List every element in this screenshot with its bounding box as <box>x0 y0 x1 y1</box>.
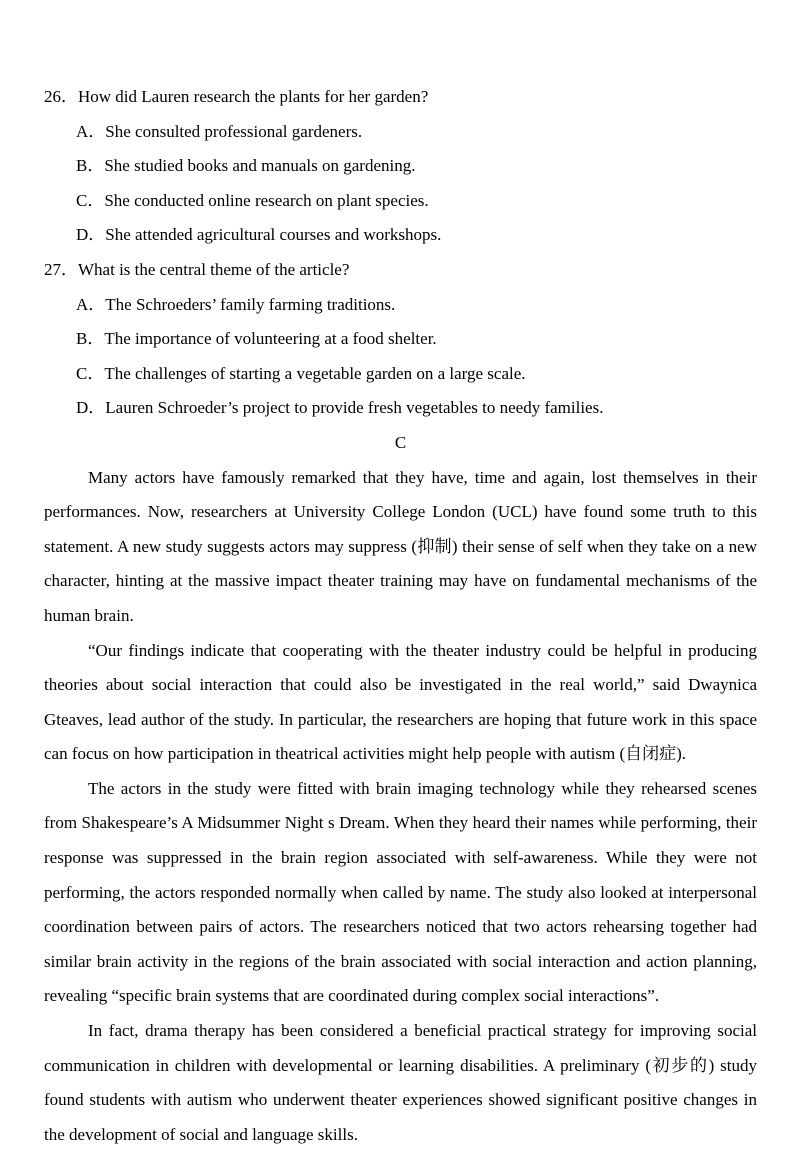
option-c-label: C． <box>76 190 105 210</box>
option-a-label: A． <box>76 121 106 141</box>
passage-paragraph-2: “Our findings indicate that cooperating with the theater industry could be helpful in producing theories about social interaction that could also be investigated in the real world,” said Dwaynica Gteaves, lead author of the study. In particular, the researchers are hoping that future work in this space can focus on how participation in theatrical activities might help people with autism (自闭症). <box>44 640 757 764</box>
option-d-label: D． <box>76 398 106 418</box>
option-a-text: She consulted professional gardeners. <box>105 121 363 141</box>
option-c-text: The challenges of starting a vegetable garden on a large scale. <box>104 363 526 383</box>
question-27-option-c <box>44 357 757 392</box>
question-26 <box>44 80 757 253</box>
question-27-option-b <box>44 322 757 357</box>
question-26-option-c <box>44 184 757 219</box>
option-a-label: A． <box>76 294 106 314</box>
option-c-text: She conducted online research on plant species. <box>104 190 429 210</box>
question-26-number: 26． <box>44 87 78 106</box>
option-c-label: C． <box>76 363 105 383</box>
question-27-option-a <box>44 288 757 323</box>
option-b-label: B． <box>76 156 105 176</box>
reading-passage <box>44 461 757 1153</box>
question-26-option-a <box>44 115 757 150</box>
option-b-label: B． <box>76 329 105 349</box>
question-27-text: What is the central theme of the article? <box>78 259 350 279</box>
option-b-text: The importance of volunteering at a food shelter. <box>104 329 437 349</box>
option-a-text: The Schroeders’ family farming traditions. <box>105 294 396 314</box>
question-26-stem <box>44 80 757 115</box>
question-27-option-d <box>44 391 757 426</box>
passage-paragraph-4: In fact, drama therapy has been considered a beneficial practical strategy for improving social communication in children with developmental or learning disabilities. A preliminary (初步的) study found students with autism who underwent theater experiences showed significant positive changes in the development of social and language skills. <box>44 1021 757 1144</box>
question-27 <box>44 253 757 426</box>
option-d-label: D． <box>76 225 106 245</box>
question-27-number: 27． <box>44 259 78 279</box>
passage-section-heading: C <box>394 432 407 452</box>
option-d-text: Lauren Schroeder’s project to provide fresh vegetables to needy families. <box>105 398 604 418</box>
question-27-stem <box>44 253 757 288</box>
passage-paragraph-1: Many actors have famously remarked that they have, time and again, lost themselves in their performances. Now, researchers at University College London (UCL) have found some truth to this statement. A new study suggests actors may suppress (抑制) their sense of self when they take on a new character, hinting at the massive impact theater training may have on fundamental mechanisms of the human brain. <box>44 467 757 625</box>
option-d-text: She attended agricultural courses and workshops. <box>105 225 442 245</box>
question-26-text: How did Lauren research the plants for her garden? <box>78 87 429 106</box>
option-b-text: She studied books and manuals on gardening. <box>104 156 416 176</box>
question-26-option-b <box>44 149 757 184</box>
question-26-option-d <box>44 218 757 253</box>
passage-paragraph-3: The actors in the study were fitted with brain imaging technology while they rehearsed scenes from Shakespeare’s A Midsummer Night s Dream. When they heard their names while performing, their response was suppressed in the brain region associated with self-awareness. While they were not performing, the actors responded normally when called by name. The study also looked at interpersonal coordination between pairs of actors. The researchers noticed that two actors rehearsing together had similar brain activity in the regions of the brain associated with social interaction and action planning, revealing “specific brain systems that are coordinated during complex social interactions”. <box>44 778 757 1006</box>
